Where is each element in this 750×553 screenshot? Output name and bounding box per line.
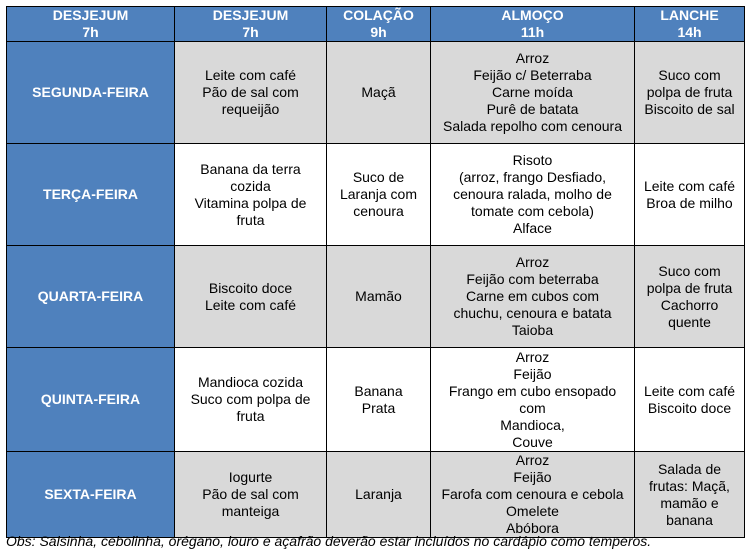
lanche-cell: Leite com café Biscoito doce — [635, 348, 745, 452]
colacao-cell: Laranja — [327, 452, 431, 538]
day-label: TERÇA-FEIRA — [7, 144, 175, 246]
footnote: Obs: Salsinha, cebolinha, orégano, louro e açafrão deverão estar incluídos no cardápio como temperos. — [6, 533, 652, 549]
header-name: DESJEJUM — [52, 7, 129, 23]
menu-row-quarta — [7, 246, 745, 348]
header-desjejum-day-col — [7, 7, 175, 42]
almoco-cell: Risoto (arroz, frango Desfiado, cenoura ralada, molho de tomate com cebola) Alface — [431, 144, 635, 246]
desjejum-cell: Iogurte Pão de sal com manteiga — [175, 452, 327, 538]
colacao-cell: Banana Prata — [327, 348, 431, 452]
colacao-cell: Suco de Laranja com cenoura — [327, 144, 431, 246]
desjejum-cell: Biscoito doce Leite com café — [175, 246, 327, 348]
header-name: LANCHE — [660, 7, 719, 23]
header-row — [7, 7, 745, 42]
day-label: QUINTA-FEIRA — [7, 348, 175, 452]
header-lanche — [635, 7, 745, 42]
lanche-cell: Salada de frutas: Maçã, mamão e banana — [635, 452, 745, 538]
header-almoco — [431, 7, 635, 42]
almoco-cell: Arroz Feijão Frango em cubo ensopado com Mandioca, Couve — [431, 348, 635, 452]
header-name: COLAÇÃO — [343, 7, 414, 23]
menu-row-terca — [7, 144, 745, 246]
desjejum-cell: Banana da terra cozida Vitamina polpa de fruta — [175, 144, 327, 246]
header-colacao — [327, 7, 431, 42]
desjejum-cell: Mandioca cozida Suco com polpa de fruta — [175, 348, 327, 452]
header-time: 7h — [242, 24, 259, 40]
colacao-cell: Maçã — [327, 42, 431, 144]
desjejum-cell: Leite com café Pão de sal com requeijão — [175, 42, 327, 144]
day-label: SEXTA-FEIRA — [7, 452, 175, 538]
menu-row-sexta — [7, 452, 745, 538]
lanche-cell: Suco com polpa de fruta Biscoito de sal — [635, 42, 745, 144]
menu-row-quinta — [7, 348, 745, 452]
almoco-cell: Arroz Feijão c/ Beterraba Carne moída Purê de batata Salada repolho com cenoura — [431, 42, 635, 144]
almoco-cell: Arroz Feijão com beterraba Carne em cubos com chuchu, cenoura e batata Taioba — [431, 246, 635, 348]
lanche-cell: Suco com polpa de fruta Cachorro quente — [635, 246, 745, 348]
header-name: ALMOÇO — [501, 7, 564, 23]
header-desjejum — [175, 7, 327, 42]
lanche-cell: Leite com café Broa de milho — [635, 144, 745, 246]
menu-row-segunda — [7, 42, 745, 144]
header-name: DESJEJUM — [212, 7, 289, 23]
header-time: 14h — [677, 24, 702, 40]
header-time: 11h — [520, 24, 545, 40]
day-label: SEGUNDA-FEIRA — [7, 42, 175, 144]
menu-table — [6, 6, 745, 538]
almoco-cell: Arroz Feijão Farofa com cenoura e cebola Omelete Abóbora — [431, 452, 635, 538]
header-time: 9h — [370, 24, 387, 40]
colacao-cell: Mamão — [327, 246, 431, 348]
header-time: 7h — [82, 24, 99, 40]
day-label: QUARTA-FEIRA — [7, 246, 175, 348]
